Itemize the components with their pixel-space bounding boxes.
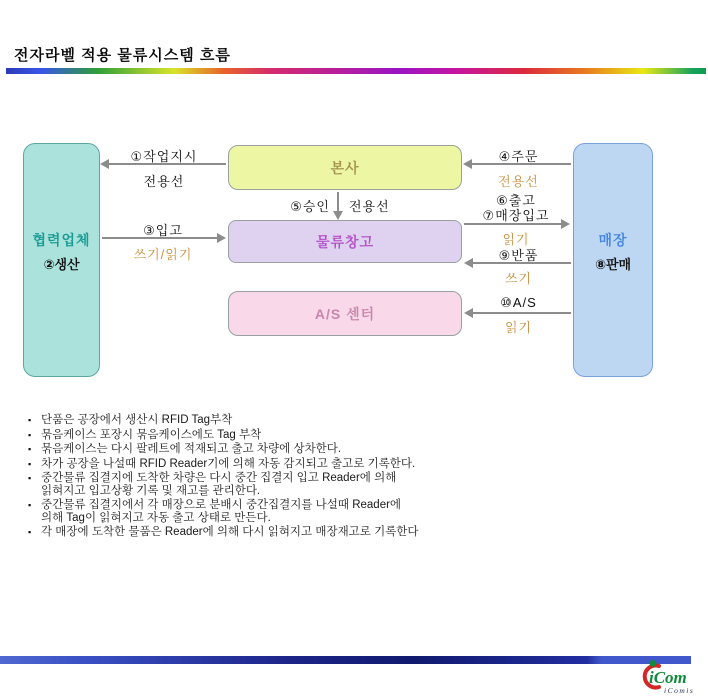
note-line: 중간물류 집결지에 도착한 차량은 다시 중간 집결지 입고 Reader에 의해 [41,472,397,484]
node-store-sub: ⑧판매 [594,256,632,272]
node-store-label: 매장 [598,231,628,248]
page-title: 전자라벨 적용 물류시스템 흐름 [14,47,231,64]
flow-order-label: ④주문 [498,149,539,164]
bullet-icon: ▪ [28,429,32,440]
flow-returns-label: ⑨반품 [498,248,539,263]
note-line: 묶음케이스 포장시 묶음케이스에도 Tag 부착 [41,428,262,441]
footer-divider [0,656,691,664]
logo-dot-icon [650,660,657,667]
note-line: 읽혀지고 입고상황 기록 및 재고를 관리한다. [41,484,261,497]
flow-work-order-label: ①작업지시 [130,149,198,164]
bullet-icon: ▪ [28,415,32,425]
bullet-icon: ▪ [28,473,32,483]
logo-text: iCom [649,668,687,687]
flow-returns-sub: 쓰기 [504,271,533,286]
bullet-icon: ▪ [28,527,32,537]
flow-approval-sub: 전용선 [349,199,390,214]
arrow-approval-line [337,192,339,213]
flow-work-order-sub: 전용선 [143,174,185,189]
flow-approval-label: ⑤승인 [290,199,330,214]
notes-list [28,414,683,541]
flow-as-sub: 읽기 [504,320,533,335]
node-headquarters-label: 본사 [330,159,360,176]
bullet-icon: ▪ [28,500,32,510]
note-line: 묶음케이스는 다시 팔레트에 적재되고 출고 차량에 상차한다. [41,443,342,455]
flow-as-label: ⑩A/S [500,295,537,310]
flow-inbound-label: ③입고 [143,223,183,238]
note-line: 의해 Tag이 읽혀지고 자동 출고 상태로 만든다. [41,511,271,524]
list-item [28,499,683,524]
flow-outbound-label2: ⑦매장입고 [482,208,550,223]
node-supplier-sub: ②생산 [43,256,80,272]
node-headquarters [228,145,462,190]
flow-inbound-sub: 쓰기/읽기 [133,247,193,262]
node-supplier [23,143,100,377]
icom-logo [637,657,705,697]
node-store [573,143,653,377]
list-item [28,458,683,471]
flow-outbound-sub: 읽기 [502,232,530,247]
bullet-icon: ▪ [28,458,32,469]
note-line: 차가 공장을 나설때 RFID Reader기에 의해 자동 감지되고 출고로 기록한다. [41,457,416,470]
node-warehouse-label: 물류창고 [315,233,375,250]
note-line: 각 매장에 도착한 물품은 Reader에 의해 다시 읽혀지고 매장재고로 기록한다 [41,526,419,538]
rainbow-divider [6,68,706,74]
arrow-down-icon [333,211,343,220]
list-item [28,429,683,442]
logo-subtext: iComis [664,686,695,695]
flow-order-sub: 전용선 [498,174,539,189]
note-line: 중간물류 집결지에서 각 매장으로 분배시 중간집결지를 나설때 Reader에 [41,499,402,511]
list-item [28,414,683,427]
arrow-as-line [472,312,571,314]
node-as-center [228,291,462,336]
flow-outbound-label: ⑥출고 [496,193,536,208]
node-supplier-label: 협력업체 [32,231,91,248]
list-item [28,526,683,539]
node-warehouse [228,220,462,263]
node-as-center-label: A/S 센터 [314,305,376,322]
list-item [28,443,683,456]
icom-logo-graphic [637,657,705,697]
bullet-icon: ▪ [28,444,32,454]
list-item [28,472,683,497]
note-line: 단품은 공장에서 생산시 RFID Tag부착 [41,414,233,426]
